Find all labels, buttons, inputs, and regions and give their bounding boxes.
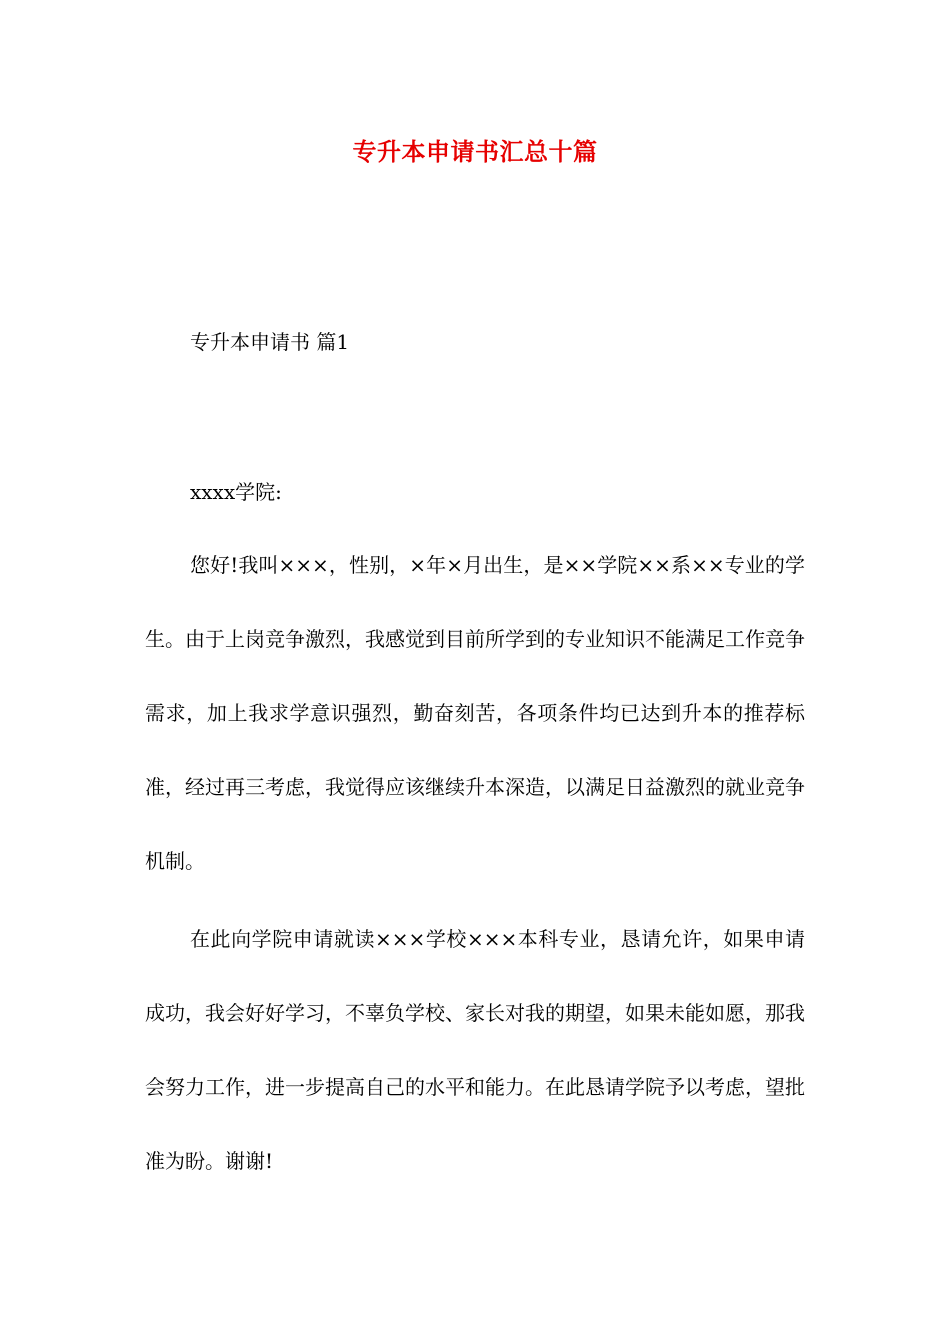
body-paragraph: 在此向学院申请就读×××学校×××本科专业，恳请允许，如果申请成功，我会好好学习，不辜负学校、家长对我的期望，如果未能如愿，那我会努力工作，进一步提高自己的水平和能力。在此恳请学院予以考虑，望批准为盼。谢谢! — [145, 927, 805, 1173]
body-paragraph: 您好!我叫×××，性别，×年×月出生，是××学院××系××专业的学生。由于上岗竞争激烈，我感觉到目前所学到的专业知识不能满足工作竞争需求，加上我求学意识强烈，勤奋刻苦，各项条件均已达到升本的推荐标准，经过再三考虑，我觉得应该继续升本深造，以满足日益激烈的就业竞争机制。 — [145, 553, 805, 873]
salutation: xxxx学院: — [190, 480, 282, 504]
document-title: 专升本申请书汇总十篇 — [352, 137, 598, 166]
section-heading: 专升本申请书 篇1 — [190, 330, 350, 354]
